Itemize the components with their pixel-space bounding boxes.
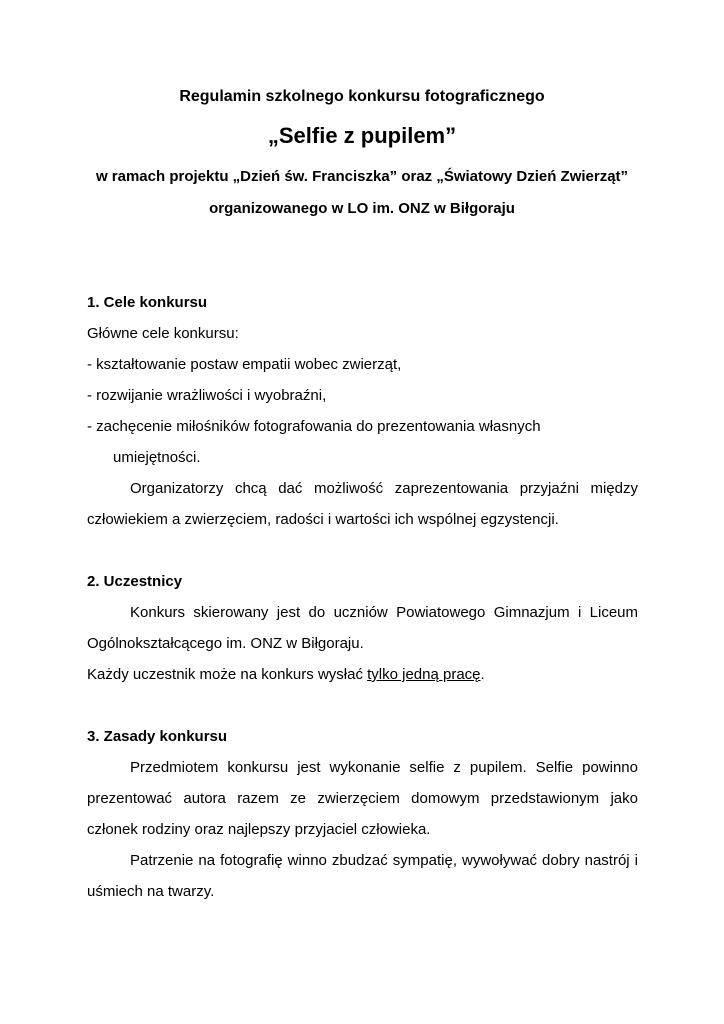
project-subtitle: w ramach projektu „Dzień św. Franciszka” oraz „Światowy Dzień Zwierząt” — [95, 168, 629, 185]
section-3-paragraph-1: Przedmiotem konkursu jest wykonanie selfie z pupilem. Selfie powinno prezentować autora razem ze zwierzęciem domowym przedstawionym jako członek rodziny oraz najlepszy przyjaciel człowieka. — [87, 759, 638, 838]
document-body — [87, 287, 638, 907]
goal-item-1: - kształtowanie postaw empatii wobec zwierząt, — [87, 356, 402, 373]
section-3-paragraph-2: Patrzenie na fotografię winno zbudzać sympatię, wywoływać dobry nastrój i uśmiech na twarzy. — [87, 852, 638, 900]
section-1-paragraph: Organizatorzy chcą dać możliwość zaprezentowania przyjaźni między człowiekiem a zwierzęciem, radości i wartości ich wspólnej egzystencji. — [87, 480, 638, 528]
contest-title: „Selfie z pupilem” — [267, 123, 457, 148]
document-heading: Regulamin szkolnego konkursu fotograficznego — [179, 88, 545, 105]
rule-text-after: . — [480, 666, 485, 683]
goal-item-2: - rozwijanie wrażliwości i wyobraźni, — [87, 387, 327, 404]
spacer — [87, 535, 638, 566]
section-1-intro: Główne cele konkursu: — [87, 325, 239, 342]
section-1-title: 1. Cele konkursu — [87, 294, 208, 311]
rule-text-before: Każdy uczestnik może na konkurs wysłać — [87, 666, 368, 683]
organizer-subtitle: organizowanego w LO im. ONZ w Biłgoraju — [209, 200, 515, 217]
section-2-paragraph: Konkurs skierowany jest do uczniów Powiatowego Gimnazjum i Liceum Ogólnokształcącego im. ONZ w Biłgoraju. — [87, 604, 638, 652]
section-2-title: 2. Uczestnicy — [87, 573, 183, 590]
goal-item-3-continuation: umiejętności. — [113, 449, 201, 466]
section-2-rule — [87, 659, 638, 690]
section-3-title: 3. Zasady konkursu — [87, 728, 228, 745]
goal-item-3: - zachęcenie miłośników fotografowania do prezentowania własnych — [87, 418, 541, 435]
spacer — [87, 690, 638, 721]
rule-text-underlined: tylko jedną pracę — [367, 666, 481, 683]
